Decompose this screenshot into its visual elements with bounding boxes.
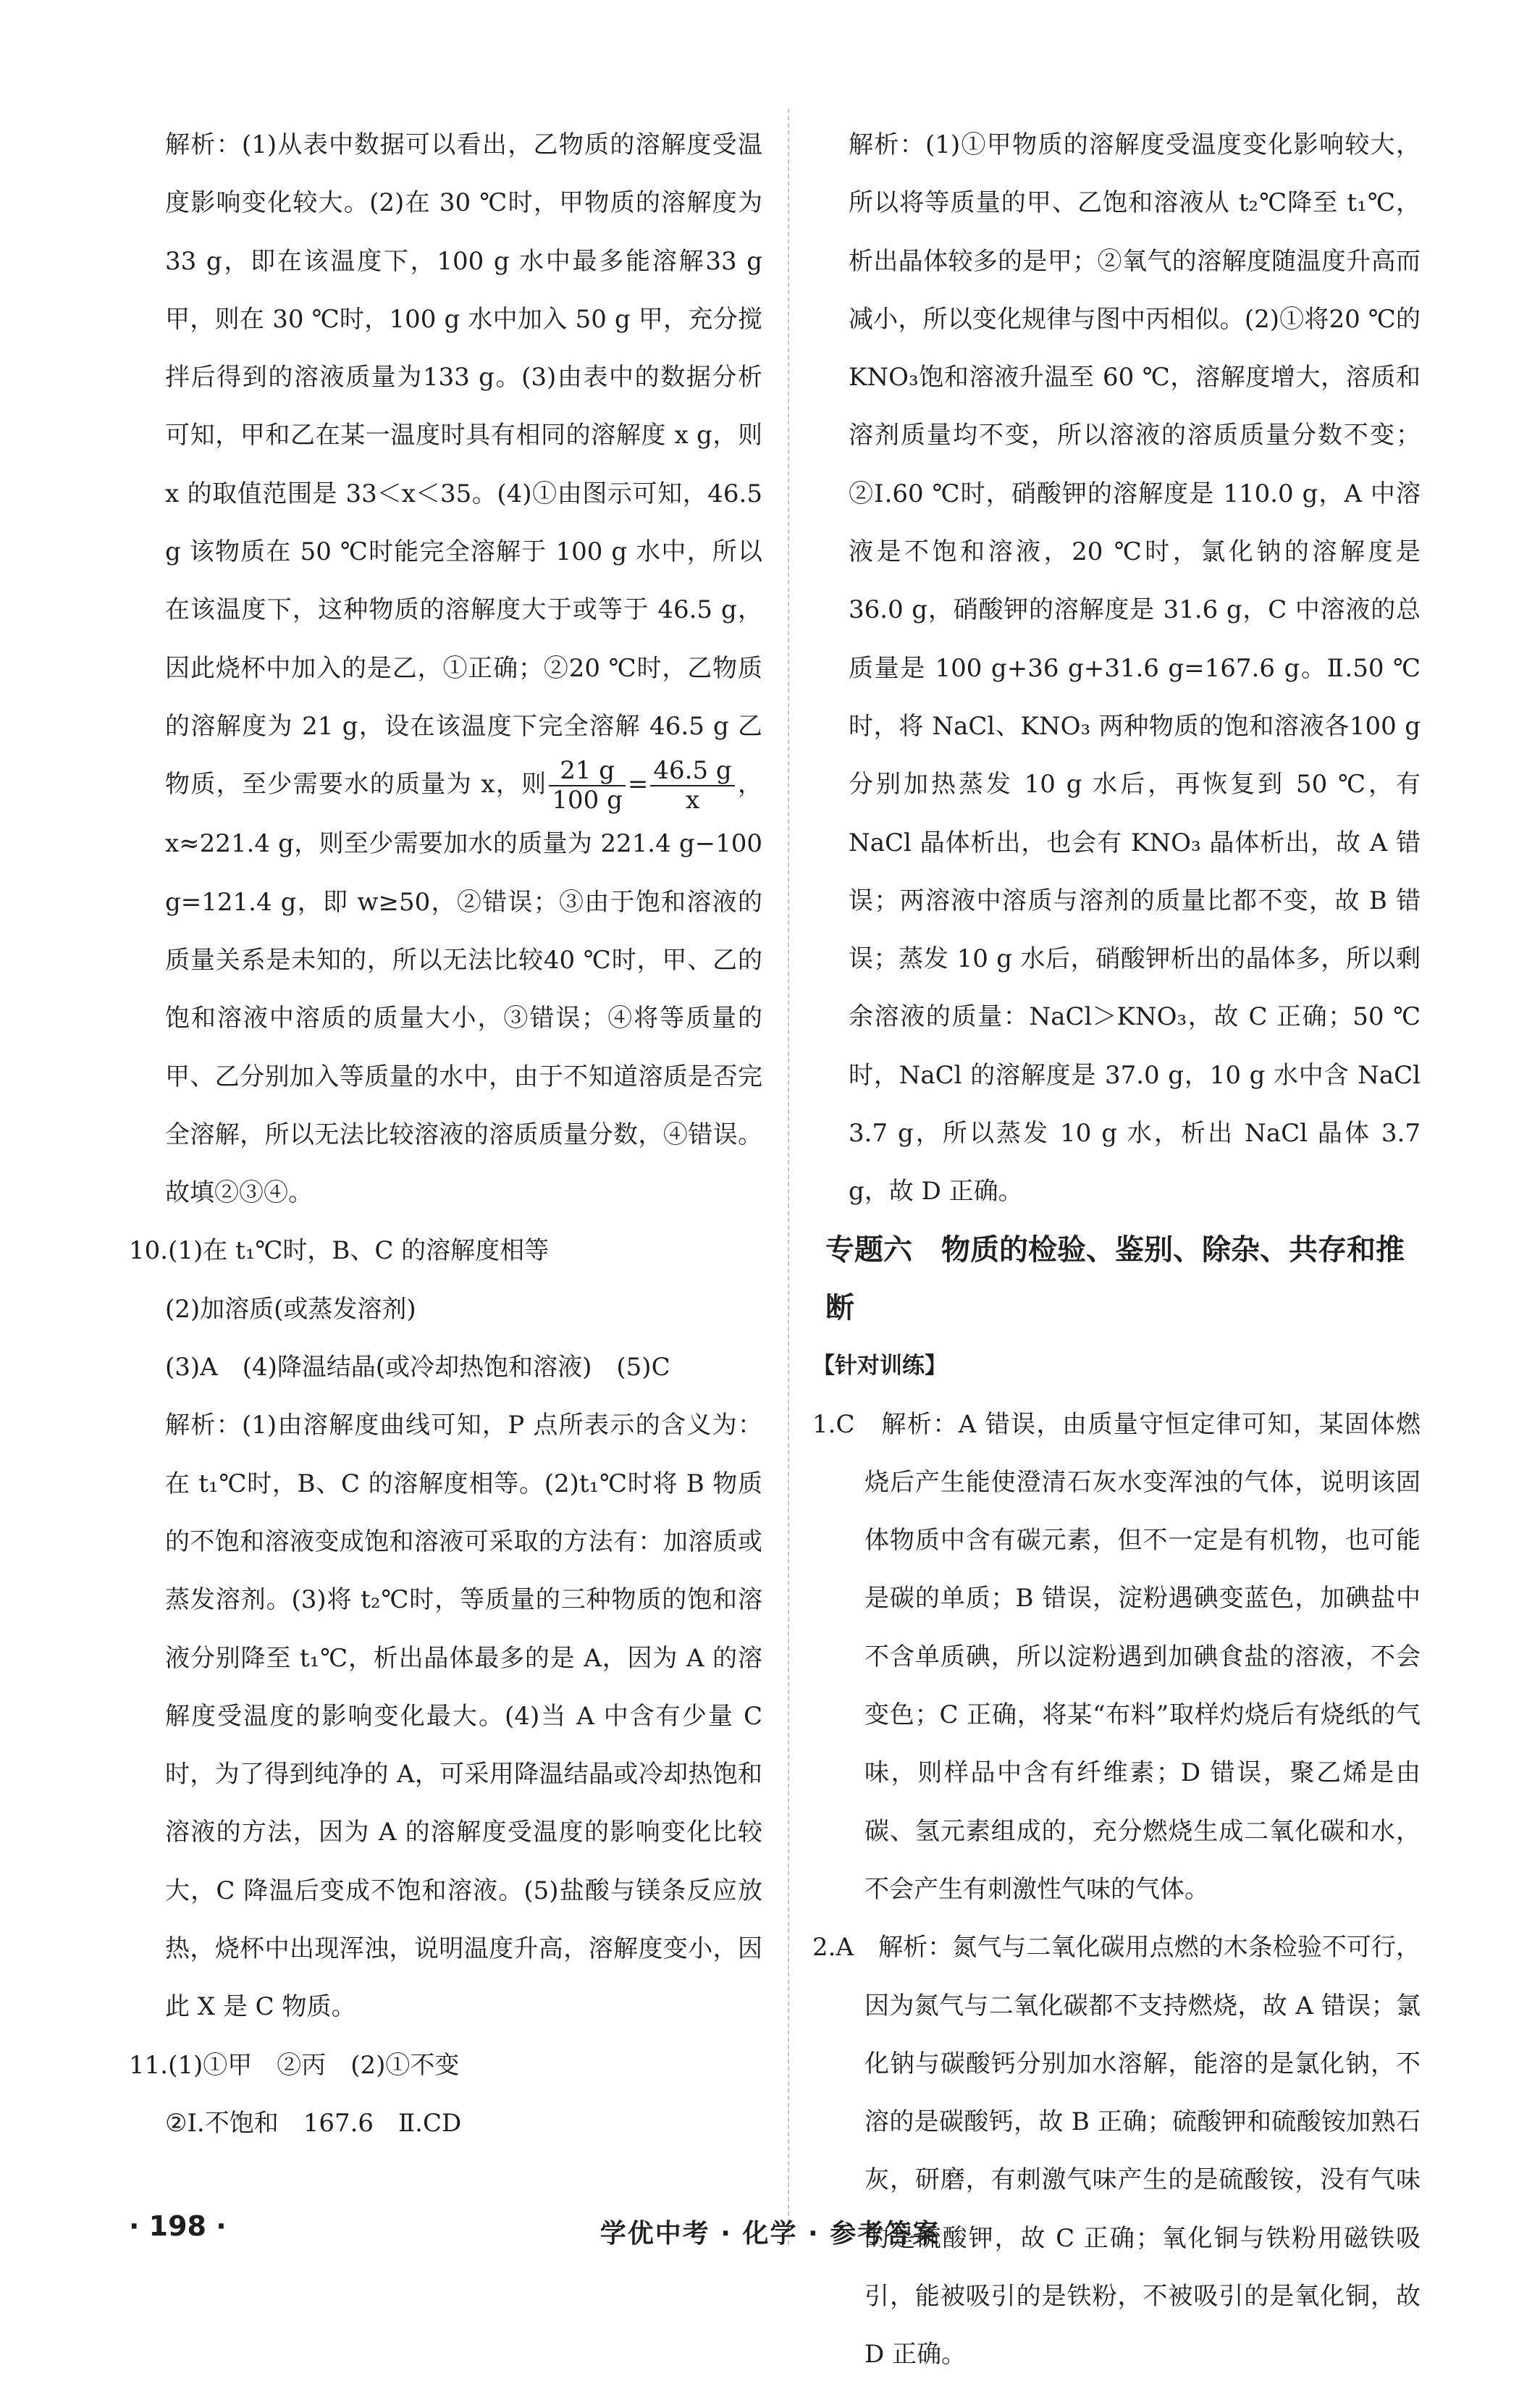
equals-sign: = [627,770,649,799]
answer-10-line-3: (3)A (4)降温结晶(或冷却热饱和溶液) (5)C [165,1353,670,1382]
page-number: · 198 · [129,2210,227,2242]
footer-title: 学优中考 · 化学 · 参考答案 [599,2219,941,2249]
answer-explanation-10: 解析：(1)由溶解度曲线可知，P 点所表示的含义为：在 t₁℃时，B、C 的溶解度相等。(2)t₁℃时将 B 物质的不饱和溶液变成饱和溶液可采取的方法有：加溶质或蒸发溶剂。(3)将 t₂℃时，等质量的三种物质的饱和溶液分别降至 t₁℃，析出晶体最多的是 A，因为 A 的溶解度受温度的影响变化最大。(4)当 A 中含有少量 C 时，为了得到纯净的 A，可采用降温结晶或冷却热饱和溶液的方法，因为 A 的溶解度受温度的影响变化比较大，C 降温后变成不饱和溶液。(5)盐酸与镁条反应放热，烧杯中出现浑浊，说明温度升高，溶解度变小，因此 X 是 C 物质。 [165,1411,762,2022]
column-divider [788,109,789,2245]
answer-explanation-9 [129,116,762,1222]
answer-10-line-2: (2)加溶质(或蒸发溶剂) [165,1294,416,1324]
fraction [650,757,734,815]
answer-10-line-1: 10.(1)在 t₁℃时，B、C 的溶解度相等 [129,1236,550,1266]
answer-11-line-2: ②Ⅰ.不饱和 167.6 Ⅱ.CD [165,2108,462,2138]
section-subtitle: 【针对训练】 [812,1353,947,1380]
fraction-denominator: 100 g [552,786,623,815]
answer-11-line-1: 11.(1)①甲 ②丙 (2)①不变 [129,2050,460,2080]
fraction-numerator: 21 g [549,757,625,786]
fraction-denominator: x [685,786,700,815]
answer-2: 2.A 解析：氮气与二氧化碳用点燃的木条检验不可行，因为氮气与二氧化碳都不支持燃烧，故 A 错误；氯化钠与碳酸钙分别加水溶解，能溶的是氯化钠，不溶的是碳酸钙，故 B 正确；硫酸钾和硫酸铵加熟石灰，研磨，有刺激气味产生的是硫酸铵，没有气味的是硫酸钾，故 C 正确；氧化铜与铁粉用磁铁吸引，能被吸引的是铁粉，不被吸引的是氧化铜，故 D 正确。 [812,1933,1421,2370]
answer-1: 1.C 解析：A 错误，由质量守恒定律可知，某固体燃烧后产生能使澄清石灰水变浑浊的气体，说明该固体物质中含有碳元素，但不一定是有机物，也可能是碳的单质；B 错误，淀粉遇碘变蓝色，加碘盐中不含单质碘，所以淀粉遇到加碘食盐的溶液，不会变色；C 正确，将某“布料”取样灼烧后有烧纸的气味，则样品中含有纤维素；D 错误，聚乙烯是由碳、氢元素组成的，充分燃烧生成二氧化碳和水，不会产生有刺激性气味的气体。 [812,1409,1421,1904]
fraction-numerator: 46.5 g [650,757,734,786]
page-footer [0,2210,1540,2268]
fraction [549,757,625,815]
right-column [812,116,1421,2384]
section-title: 专题六 物质的检验、鉴别、除杂、共存和推断 [825,1233,1405,1325]
answer-explanation-11: 解析：(1)①甲物质的溶解度受温度变化影响较大，所以将等质量的甲、乙饱和溶液从 t₂℃降至 t₁℃，析出晶体较多的是甲；②氧气的溶解度随温度升高而减小，所以变化规律与图中丙相似。(2)①将20 ℃的 KNO₃饱和溶液升温至 60 ℃，溶解度增大，溶质和溶剂质量均不变，所以溶液的溶质质量分数不变；②Ⅰ.60 ℃时，硝酸钾的溶解度是 110.0 g，A 中溶液是不饱和溶液，20 ℃时，氯化钠的溶解度是 36.0 g，硝酸钾的溶解度是 31.6 g，C 中溶液的总质量是 100 g+36 g+31.6 g=167.6 g。Ⅱ.50 ℃时，将 NaCl、KNO₃ 两种物质的饱和溶液各100 g分别加热蒸发 10 g 水后，再恢复到 50 ℃，有 NaCl 晶体析出，也会有 KNO₃ 晶体析出，故 A 错误；两溶液中溶质与溶剂的质量比都不变，故 B 错误；蒸发 10 g 水后，硝酸钾析出的晶体多，所以剩余溶液的质量：NaCl＞KNO₃，故 C 正确；50 ℃时，NaCl 的溶解度是 37.0 g，10 g 水中含 NaCl 3.7 g，所以蒸发 10 g 水，析出 NaCl 晶体 3.7 g，故 D 正确。 [849,130,1421,1206]
left-column [129,116,762,2152]
explanation-text: 解析：(1)从表中数据可以看出，乙物质的溶解度受温度影响变化较大。(2)在 30 ℃时，甲物质的溶解度为 33 g，即在该温度下，100 g 水中最多能溶解33 g 甲，则在 30 ℃时，100 g 水中加入 50 g 甲，充分搅拌后得到的溶液质量为133 g。(3)由表中的数据分析可知，甲和乙在某一温度时具有相同的溶解度 x g，则 x 的取值范围是 33＜x＜35。(4)①由图示可知，46.5 g 该物质在 50 ℃时能完全溶解于 100 g 水中，所以在该温度下，这种物质的溶解度大于或等于 46.5 g，因此烧杯中加入的是乙，①正确；②20 ℃时，乙物质的溶解度为 21 g，设在该温度下完全溶解 46.5 g 乙物质，至少需要水的质量为 x，则 [165,130,762,799]
explanation-text-continued: ，x≈221.4 g，则至少需要加水的质量为 221.4 g−100 g=121.4 g，即 w≥50，②错误；③由于饱和溶液的质量关系是未知的，所以无法比较40 ℃时，甲、乙的饱和溶液中溶质的质量大小，③错误；④将等质量的甲、乙分别加入等质量的水中，由于不知道溶质是否完全溶解，所以无法比较溶液的溶质质量分数，④错误。故填②③④。 [165,770,763,1208]
